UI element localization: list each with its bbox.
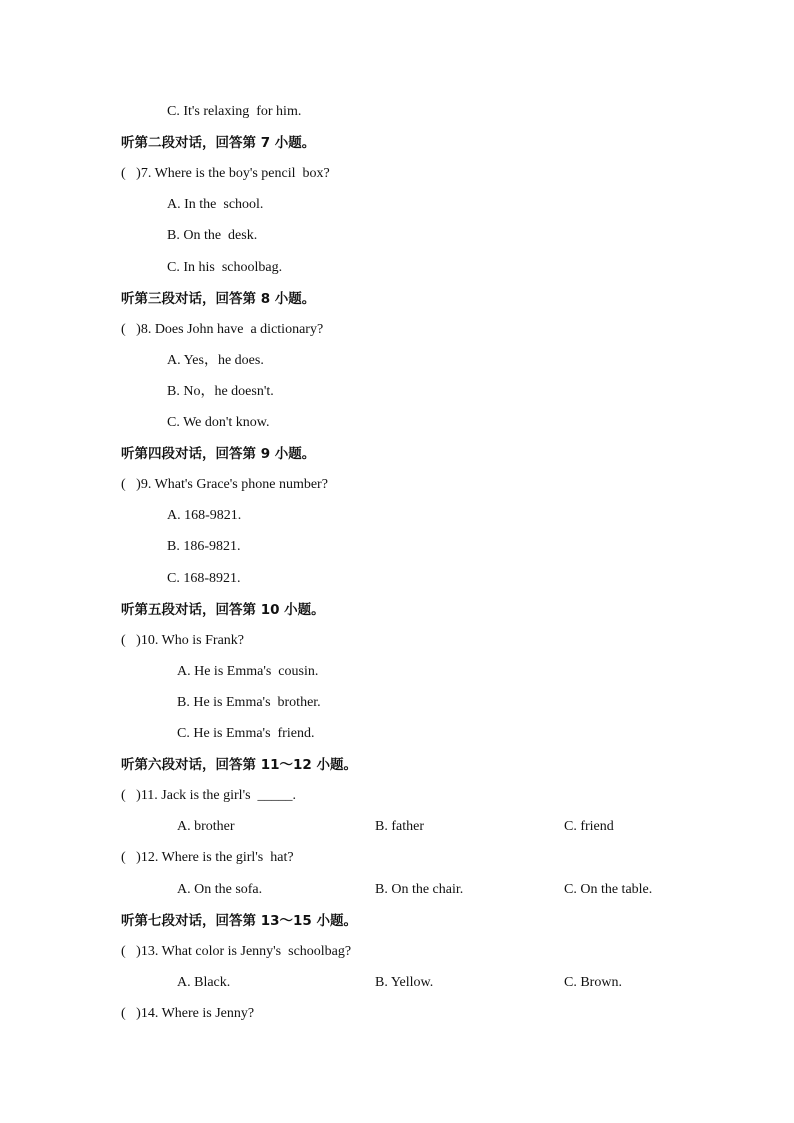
answer-option: C. It's relaxing for him. <box>167 104 302 119</box>
option-a: A. Black. <box>177 975 231 990</box>
option-c: C. Brown. <box>564 975 622 990</box>
answer-option: C. He is Emma's friend. <box>177 726 315 741</box>
section-heading: 听第六段对话，回答第 11～12 小题。 <box>121 757 357 773</box>
answer-option: A. Yes，he does. <box>167 353 264 368</box>
option-b: B. On the chair. <box>375 882 464 897</box>
option-c: C. friend <box>564 819 614 834</box>
option-c: C. On the table. <box>564 882 653 897</box>
answer-option: A. 168-9821. <box>167 508 242 523</box>
section-heading: 听第二段对话，回答第 7 小题。 <box>121 135 316 151</box>
question-text: ( )14. Where is Jenny? <box>121 1006 255 1021</box>
answer-option: B. No，he doesn't. <box>167 384 274 399</box>
option-b: B. father <box>375 819 424 834</box>
answer-option: C. In his schoolbag. <box>167 260 283 275</box>
question-text: ( )8. Does John have a dictionary? <box>121 322 324 337</box>
question-text: ( )11. Jack is the girl's _____. <box>121 788 297 803</box>
option-a: A. On the sofa. <box>177 882 263 897</box>
answer-option: C. 168-8921. <box>167 571 241 586</box>
option-b: B. Yellow. <box>375 975 434 990</box>
answer-option: A. He is Emma's cousin. <box>177 664 319 679</box>
section-heading: 听第七段对话，回答第 13～15 小题。 <box>121 913 357 929</box>
question-text: ( )7. Where is the boy's pencil box? <box>121 166 330 181</box>
question-text: ( )13. What color is Jenny's schoolbag? <box>121 944 352 959</box>
question-text: ( )9. What's Grace's phone number? <box>121 477 328 492</box>
section-heading: 听第三段对话，回答第 8 小题。 <box>121 291 316 307</box>
answer-option: A. In the school. <box>167 197 264 212</box>
question-text: ( )12. Where is the girl's hat? <box>121 850 294 865</box>
answer-option: B. On the desk. <box>167 228 258 243</box>
section-heading: 听第四段对话，回答第 9 小题。 <box>121 446 316 462</box>
option-a: A. brother <box>177 819 235 834</box>
answer-option: B. 186-9821. <box>167 539 241 554</box>
section-heading: 听第五段对话，回答第 10 小题。 <box>121 602 325 618</box>
answer-option: C. We don't know. <box>167 415 270 430</box>
question-text: ( )10. Who is Frank? <box>121 633 244 648</box>
answer-option: B. He is Emma's brother. <box>177 695 321 710</box>
